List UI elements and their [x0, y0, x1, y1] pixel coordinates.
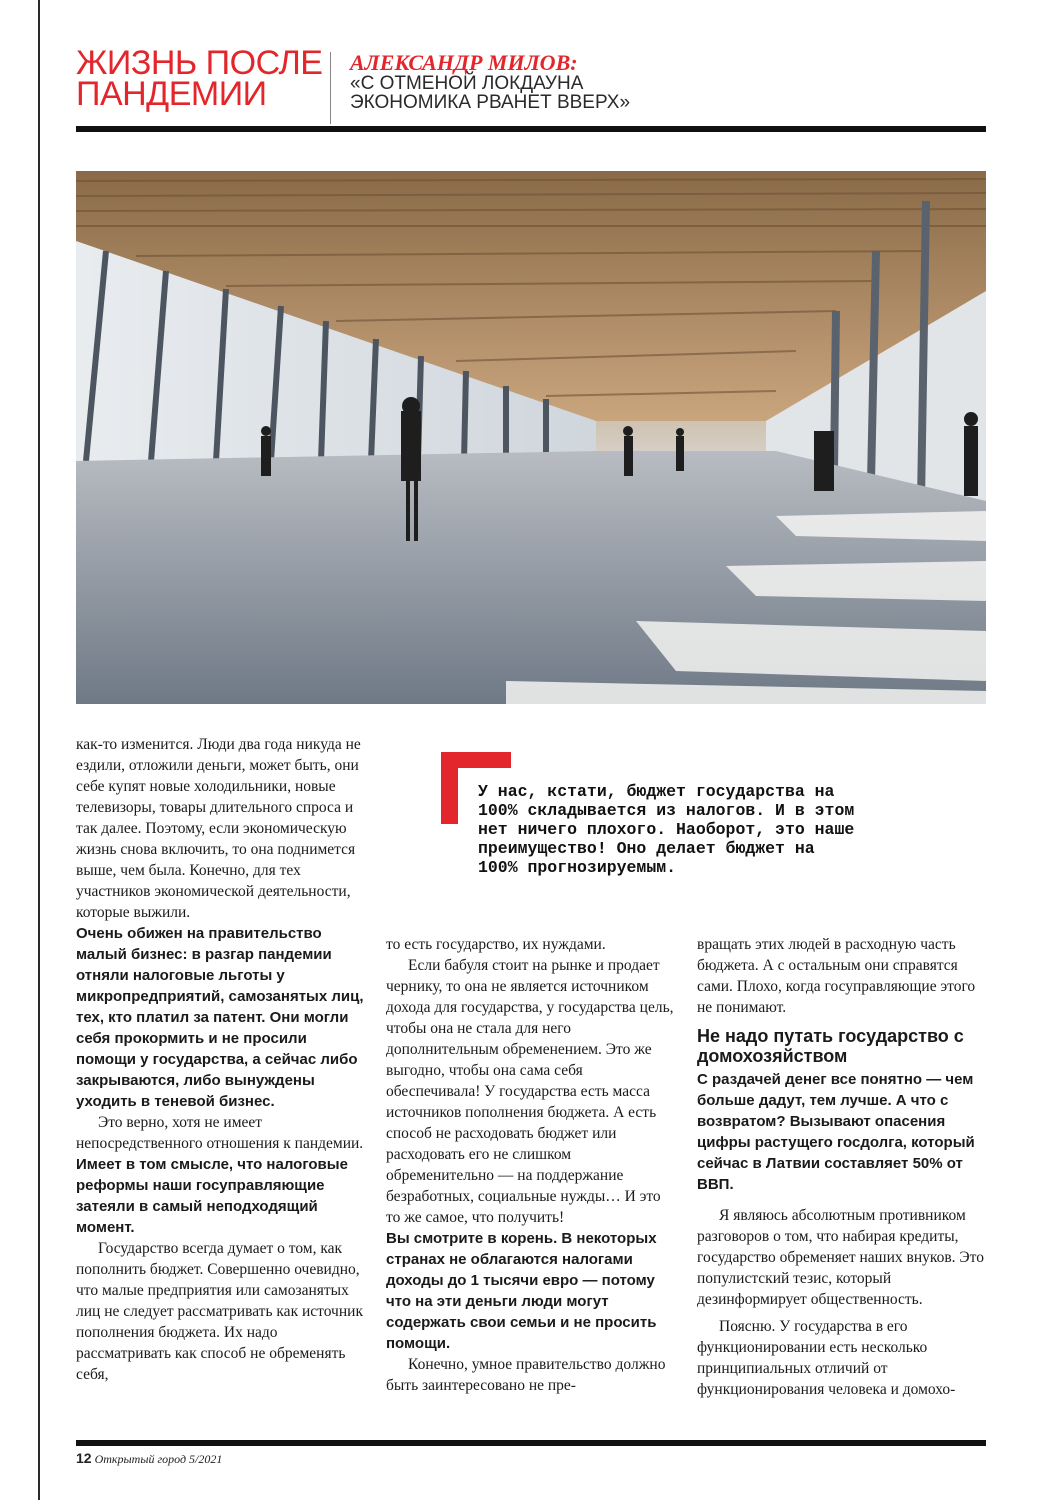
body-paragraph: Поясню. У государства в его функционировании есть несколько принципиальных отличий от функционирования человека и домохо-	[697, 1318, 956, 1398]
interview-question: С раздачей денег все понятно — чем больше дадут, тем лучше. А что с возвратом? Вызывают опасения цифры растущего госдолга, который сейчас в Латвии составляет 50% от ВВП.	[697, 1071, 975, 1193]
interview-question: Имеет в том смысле, что налоговые реформы наши госуправляющие затеяли в самый неподходящий момент.	[76, 1156, 348, 1236]
interview-question: Очень обижен на правительство малый бизнес: в разгар пандемии отняли налоговые льготы у микропредприятий, самозанятых лиц, тех, кто платил за патент. Они могли себя прокормить и не просили помощи у государства, а сейчас либо закрываются, либо вынуждены уходить в теневой бизнес.	[76, 925, 364, 1110]
article-author: АЛЕКСАНДР МИЛОВ:	[350, 50, 578, 75]
magazine-issue: Открытый город 5/2021	[94, 1452, 223, 1466]
body-paragraph: как-то изменится. Люди два года никуда не ездили, отложили деньги, может быть, они себе купят новые холодильники, новые телевизоры, товары длительного спроса и так далее. Поэтому, если экономическую жизнь снова включить, то она поднимется выше, чем была. Конечно, для тех участников экономической деятельности, которые выжили.	[76, 736, 361, 921]
article-headline	[350, 74, 680, 112]
footer-rule	[76, 1440, 986, 1446]
body-paragraph: Это верно, хотя не имеет непосредственного отношения к пандемии.	[76, 1114, 364, 1152]
body-paragraph: Я являюсь абсолютным противником разговоров о том, что набирая кредиты, государство обременяет наших внуков. Это популистский тезис, который дезинформирует общественность.	[697, 1207, 984, 1308]
section-subheading: Не надо путать государство с домохозяйством	[697, 1026, 964, 1066]
pull-quote-line: У нас, кстати, бюджет государства на	[478, 782, 835, 801]
body-paragraph: вращать этих людей в расходную часть бюджета. А с остальным они справятся сами. Плохо, когда госуправляющие этого не понимают.	[697, 936, 976, 1016]
body-paragraph: то есть государство, их нуждами.	[386, 936, 606, 953]
header-rule	[76, 126, 986, 132]
pull-quote-line: нет ничего плохого. Наоборот, это наше	[478, 820, 855, 839]
article-column-3	[697, 934, 985, 1400]
body-paragraph: Конечно, умное правительство должно быть заинтересовано не пре-	[386, 1356, 666, 1394]
headline-line1: «С ОТМЕНОЙ ЛОКДАУНА	[350, 73, 584, 94]
article-column-1	[76, 734, 366, 1385]
body-paragraph: Государство всегда думает о том, как пополнить бюджет. Совершенно очевидно, что малые предприятия или самозанятых лиц не следует рассматривать как источник пополнения бюджета. Их надо рассматривать как способ не обременять себя,	[76, 1240, 363, 1383]
body-paragraph: Если бабуля стоит на рынке и продает чернику, то она не является источником дохода для государства, у государства цель, чтобы она не стала для него дополнительным обременением. Это же выгодно, чтобы она сама себя обеспечивала! У государства есть масса источников пополнения бюджета. А есть способ не расходовать бюджет или расходовать его не слишком обременительно — на поддержание безработных, социальные нужды… И это то же самое, что получить!	[386, 957, 674, 1226]
pull-quote-line: 100% складывается из налогов. И в этом	[478, 801, 855, 820]
headline-line2: ЭКОНОМИКА РВАНЕТ ВВЕРХ»	[350, 92, 631, 113]
section-title	[76, 44, 336, 113]
header-divider	[330, 52, 331, 124]
pull-quote-line: 100% прогнозируемым.	[478, 858, 677, 877]
article-column-2	[386, 934, 674, 1396]
pull-quote	[478, 782, 918, 877]
section-title-line2: ПАНДЕМИИ	[76, 75, 267, 113]
pull-quote-line: преимущество! Оно делает бюджет на	[478, 839, 815, 858]
margin-rule	[38, 0, 40, 1500]
station-interior-photo	[76, 171, 986, 704]
page-number: 12	[76, 1450, 92, 1466]
section-title-line1: ЖИЗНЬ ПОСЛЕ	[76, 44, 323, 82]
interview-question: Вы смотрите в корень. В некоторых странах не облагаются налогами доходы до 1 тысячи евро — потому что на эти деньги люди могут содержать свои семьи и не просить помощи.	[386, 1230, 657, 1352]
page-footer	[76, 1450, 222, 1467]
